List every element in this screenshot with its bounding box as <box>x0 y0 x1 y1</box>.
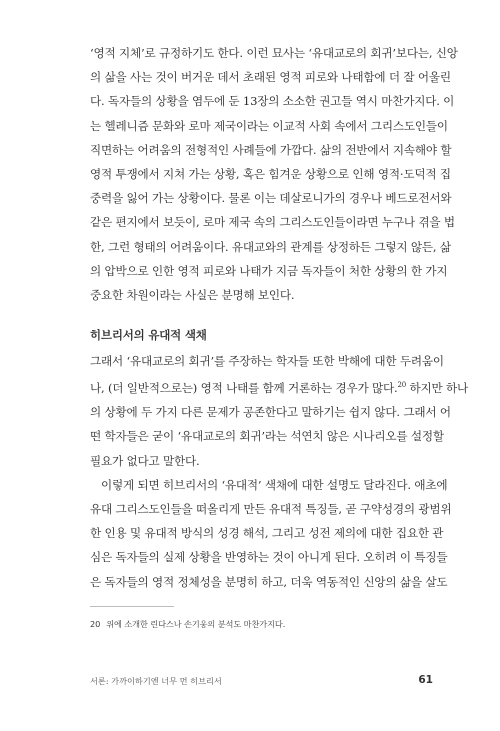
footnote-divider <box>90 606 174 607</box>
text-line: 중력을 잃어 가는 상황이다. 물론 이는 데살로니가의 경우나 베드로전서와 <box>90 191 452 206</box>
text-line: ‘영적 지체’로 규정하기도 한다. 이런 묘사는 ‘유대교로의 회귀’보다는, 신앙 <box>90 46 458 60</box>
body-paragraph-1 <box>90 41 458 307</box>
text-segment: 하지만 하나 <box>406 381 468 396</box>
text-line: 심은 독자들의 실제 상황을 반영하는 것이 아니게 된다. 오히려 이 특징들 <box>90 550 448 565</box>
body-paragraph-2 <box>90 349 468 594</box>
text-line: 의 삶을 사는 것이 버거운 데서 초래된 영적 피로와 나태함에 더 잘 어울린 <box>90 70 451 85</box>
text-line: 한, 그런 형태의 어려움이다. 유대교와의 관계를 상정하든 그렇지 않든, 삶 <box>90 239 451 254</box>
footnote-reference[interactable]: 20 <box>397 381 407 390</box>
section-heading: 히브리서의 유대적 색채 <box>90 328 207 342</box>
text-line: 떤 학자들은 굳이 ‘유대교로의 회귀’라는 석연치 않은 시나리오를 설정할 <box>90 429 444 444</box>
text-segment: 나, (더 일반적으로는) 영적 나태를 함께 거론하는 경우가 많다. <box>90 381 398 396</box>
text-line: 중요한 차원이라는 사실은 분명해 보인다. <box>90 288 295 303</box>
page-number: 61 <box>418 674 433 686</box>
text-line: 한 인용 및 유대적 방식의 성경 해석, 그리고 성전 제의에 대한 집요한 관 <box>90 526 444 541</box>
text-line: 는 헬레니즘 문화와 로마 제국이라는 이교적 사회 속에서 그리스도인들이 <box>90 118 448 133</box>
text-line-with-footnote <box>90 373 468 400</box>
text-line: 같은 편지에서 보듯이, 로마 제국 속의 그리스도인들이라면 누구나 겪을 법 <box>90 215 455 230</box>
text-line: 필요가 없다고 말한다. <box>90 453 200 468</box>
text-line: 의 압박으로 인한 영적 피로와 나태가 지금 독자들이 처한 상황의 한 가지 <box>90 263 448 278</box>
footnote-number: 20 <box>90 619 101 629</box>
text-line: 영적 투쟁에서 지쳐 가는 상황, 혹은 힘겨운 상황으로 인해 영적·도덕적 집 <box>90 167 451 182</box>
text-line: 의 상황에 두 가지 다른 문제가 공존한다고 말하기는 쉽지 않다. 그래서 어 <box>90 405 451 420</box>
footnote-text: 위에 소개한 린다스나 손기웅의 분석도 마찬가지다. <box>106 619 286 629</box>
text-line: 은 독자들의 영적 정체성을 분명히 하고, 더욱 역동적인 신앙의 삶을 살도 <box>90 574 448 589</box>
text-line: 유대 그리스도인들을 떠올리게 만든 유대적 특징들, 곧 구약성경의 광범위 <box>90 502 452 517</box>
text-line: 다. 독자들의 상황을 염두에 둔 13장의 소소한 권고들 역시 마찬가지다. 이 <box>90 94 455 109</box>
text-line: 직면하는 어려움의 전형적인 사례들에 가깝다. 삶의 전반에서 지속해야 할 <box>90 142 452 157</box>
text-line: 그래서 ‘유대교로의 회귀’를 주장하는 학자들 또한 박해에 대한 두려움이 <box>90 354 444 368</box>
running-title: 서론: 가까이하기엔 너무 먼 히브리서 <box>90 676 222 686</box>
text-line: 이렇게 되면 히브리서의 ‘유대적’ 색채에 대한 설명도 달라진다. 애초에 <box>101 477 448 492</box>
footnote <box>90 619 285 630</box>
